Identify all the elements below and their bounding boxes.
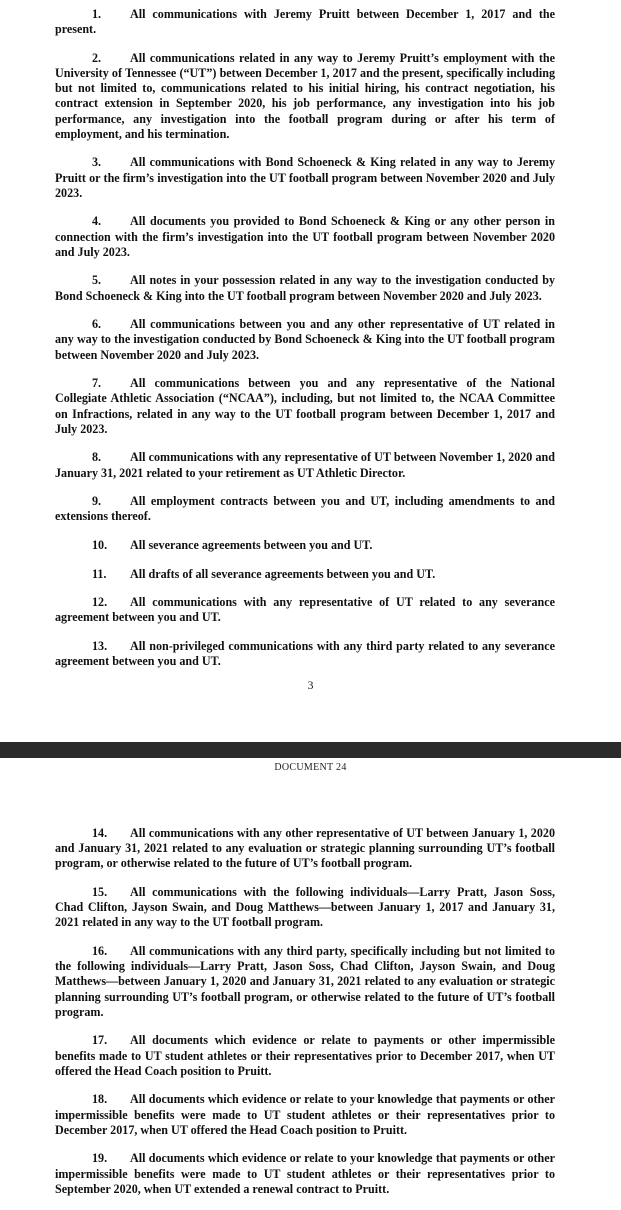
list-item: 1. All communications with Jeremy Pruitt between December 1, 2017 and the present.: [55, 7, 555, 37]
list-item: 18. All documents which evidence or relate to your knowledge that payments or other impermissible benefits were made to UT student athletes or their representatives prior to December 2017, when UT offered the Head Coach position to Pruitt.: [55, 1092, 555, 1137]
request-list-page-3: [55, 7, 555, 683]
page-divider: [0, 742, 621, 758]
list-item: 2. All communications related in any way to Jeremy Pruitt’s employment with the University of Tennessee (“UT”) between December 1, 2017 and the present, specifically including but not limited to, communications related to his initial hiring, his contract negotiation, his contract extension in September 2020, his job performance, any investigation into his job performance, any investigation into the football program during or after his term of employment, and his termination.: [55, 50, 555, 141]
list-item: 19. All documents which evidence or relate to your knowledge that payments or other impermissible benefits were made to UT student athletes or their representatives prior to September 2020, when UT extended a renewal contract to Pruitt.: [55, 1151, 555, 1196]
list-item: 17. All documents which evidence or relate to payments or other impermissible benefits made to UT student athletes or their representatives prior to December 2017, when UT offered the Head Coach position to Pruitt.: [55, 1033, 555, 1078]
list-item: 6. All communications between you and any other representative of UT related in any way to the investigation conducted by Bond Schoeneck & King into the UT football program between November 2020 and July 2023.: [55, 317, 555, 362]
list-item: 10. All severance agreements between you and UT.: [92, 538, 373, 552]
list-item: 11. All drafts of all severance agreements between you and UT.: [92, 566, 436, 581]
list-item: 15. All communications with the following individuals—Larry Pratt, Jason Soss, Chad Clifton, Jayson Swain, and Doug Matthews—between January 1, 2017 and January 31, 2021 related in any way to the UT football program.: [55, 885, 555, 930]
list-item: 3. All communications with Bond Schoeneck & King related in any way to Jeremy Pruitt or the firm’s investigation into the UT football program between November 2020 and July 2023.: [55, 155, 555, 200]
request-list-page-4: [55, 826, 555, 1210]
page-number: 3: [307, 678, 314, 692]
document-label: DOCUMENT 24: [274, 762, 347, 773]
list-item: 4. All documents you provided to Bond Schoeneck & King or any other person in connection with the firm’s investigation into the UT football program between November 2020 and July 2023.: [55, 214, 555, 259]
list-item: 12. All communications with any representative of UT related to any severance agreement between you and UT.: [55, 595, 555, 625]
document-page-4: [0, 758, 621, 1200]
list-item: 13. All non-privileged communications with any third party related to any severance agreement between you and UT.: [55, 638, 555, 669]
list-item: 16. All communications with any third party, specifically including but not limited to the following individuals—Larry Pratt, Jason Soss, Chad Clifton, Jayson Swain, and Doug Matthews—between January 1, 2020 and January 31, 2021 related to any evaluation or strategic planning surrounding UT’s football program, or otherwise related to the future of UT’s football program.: [55, 944, 555, 1019]
list-item: 7. All communications between you and any representative of the National Collegiate Athletic Association (“NCAA”), including, but not limited to, the NCAA Committee on Infractions, related in any way to the UT football program between December 1, 2017 and July 2023.: [55, 376, 555, 436]
list-item: 14. All communications with any other representative of UT between January 1, 2020 and January 31, 2021 related to any evaluation or strategic planning surrounding UT’s football program, or otherwise related to the future of UT’s football program.: [55, 826, 555, 871]
list-item: 8. All communications with any representative of UT between November 1, 2020 and January 31, 2021 related to your retirement as UT Athletic Director.: [55, 450, 555, 480]
list-item: 9. All employment contracts between you and UT, including amendments to and extensions thereof.: [55, 494, 555, 524]
list-item: 5. All notes in your possession related in any way to the investigation conducted by Bond Schoeneck & King into the UT football program between November 2020 and July 2023.: [55, 273, 555, 303]
